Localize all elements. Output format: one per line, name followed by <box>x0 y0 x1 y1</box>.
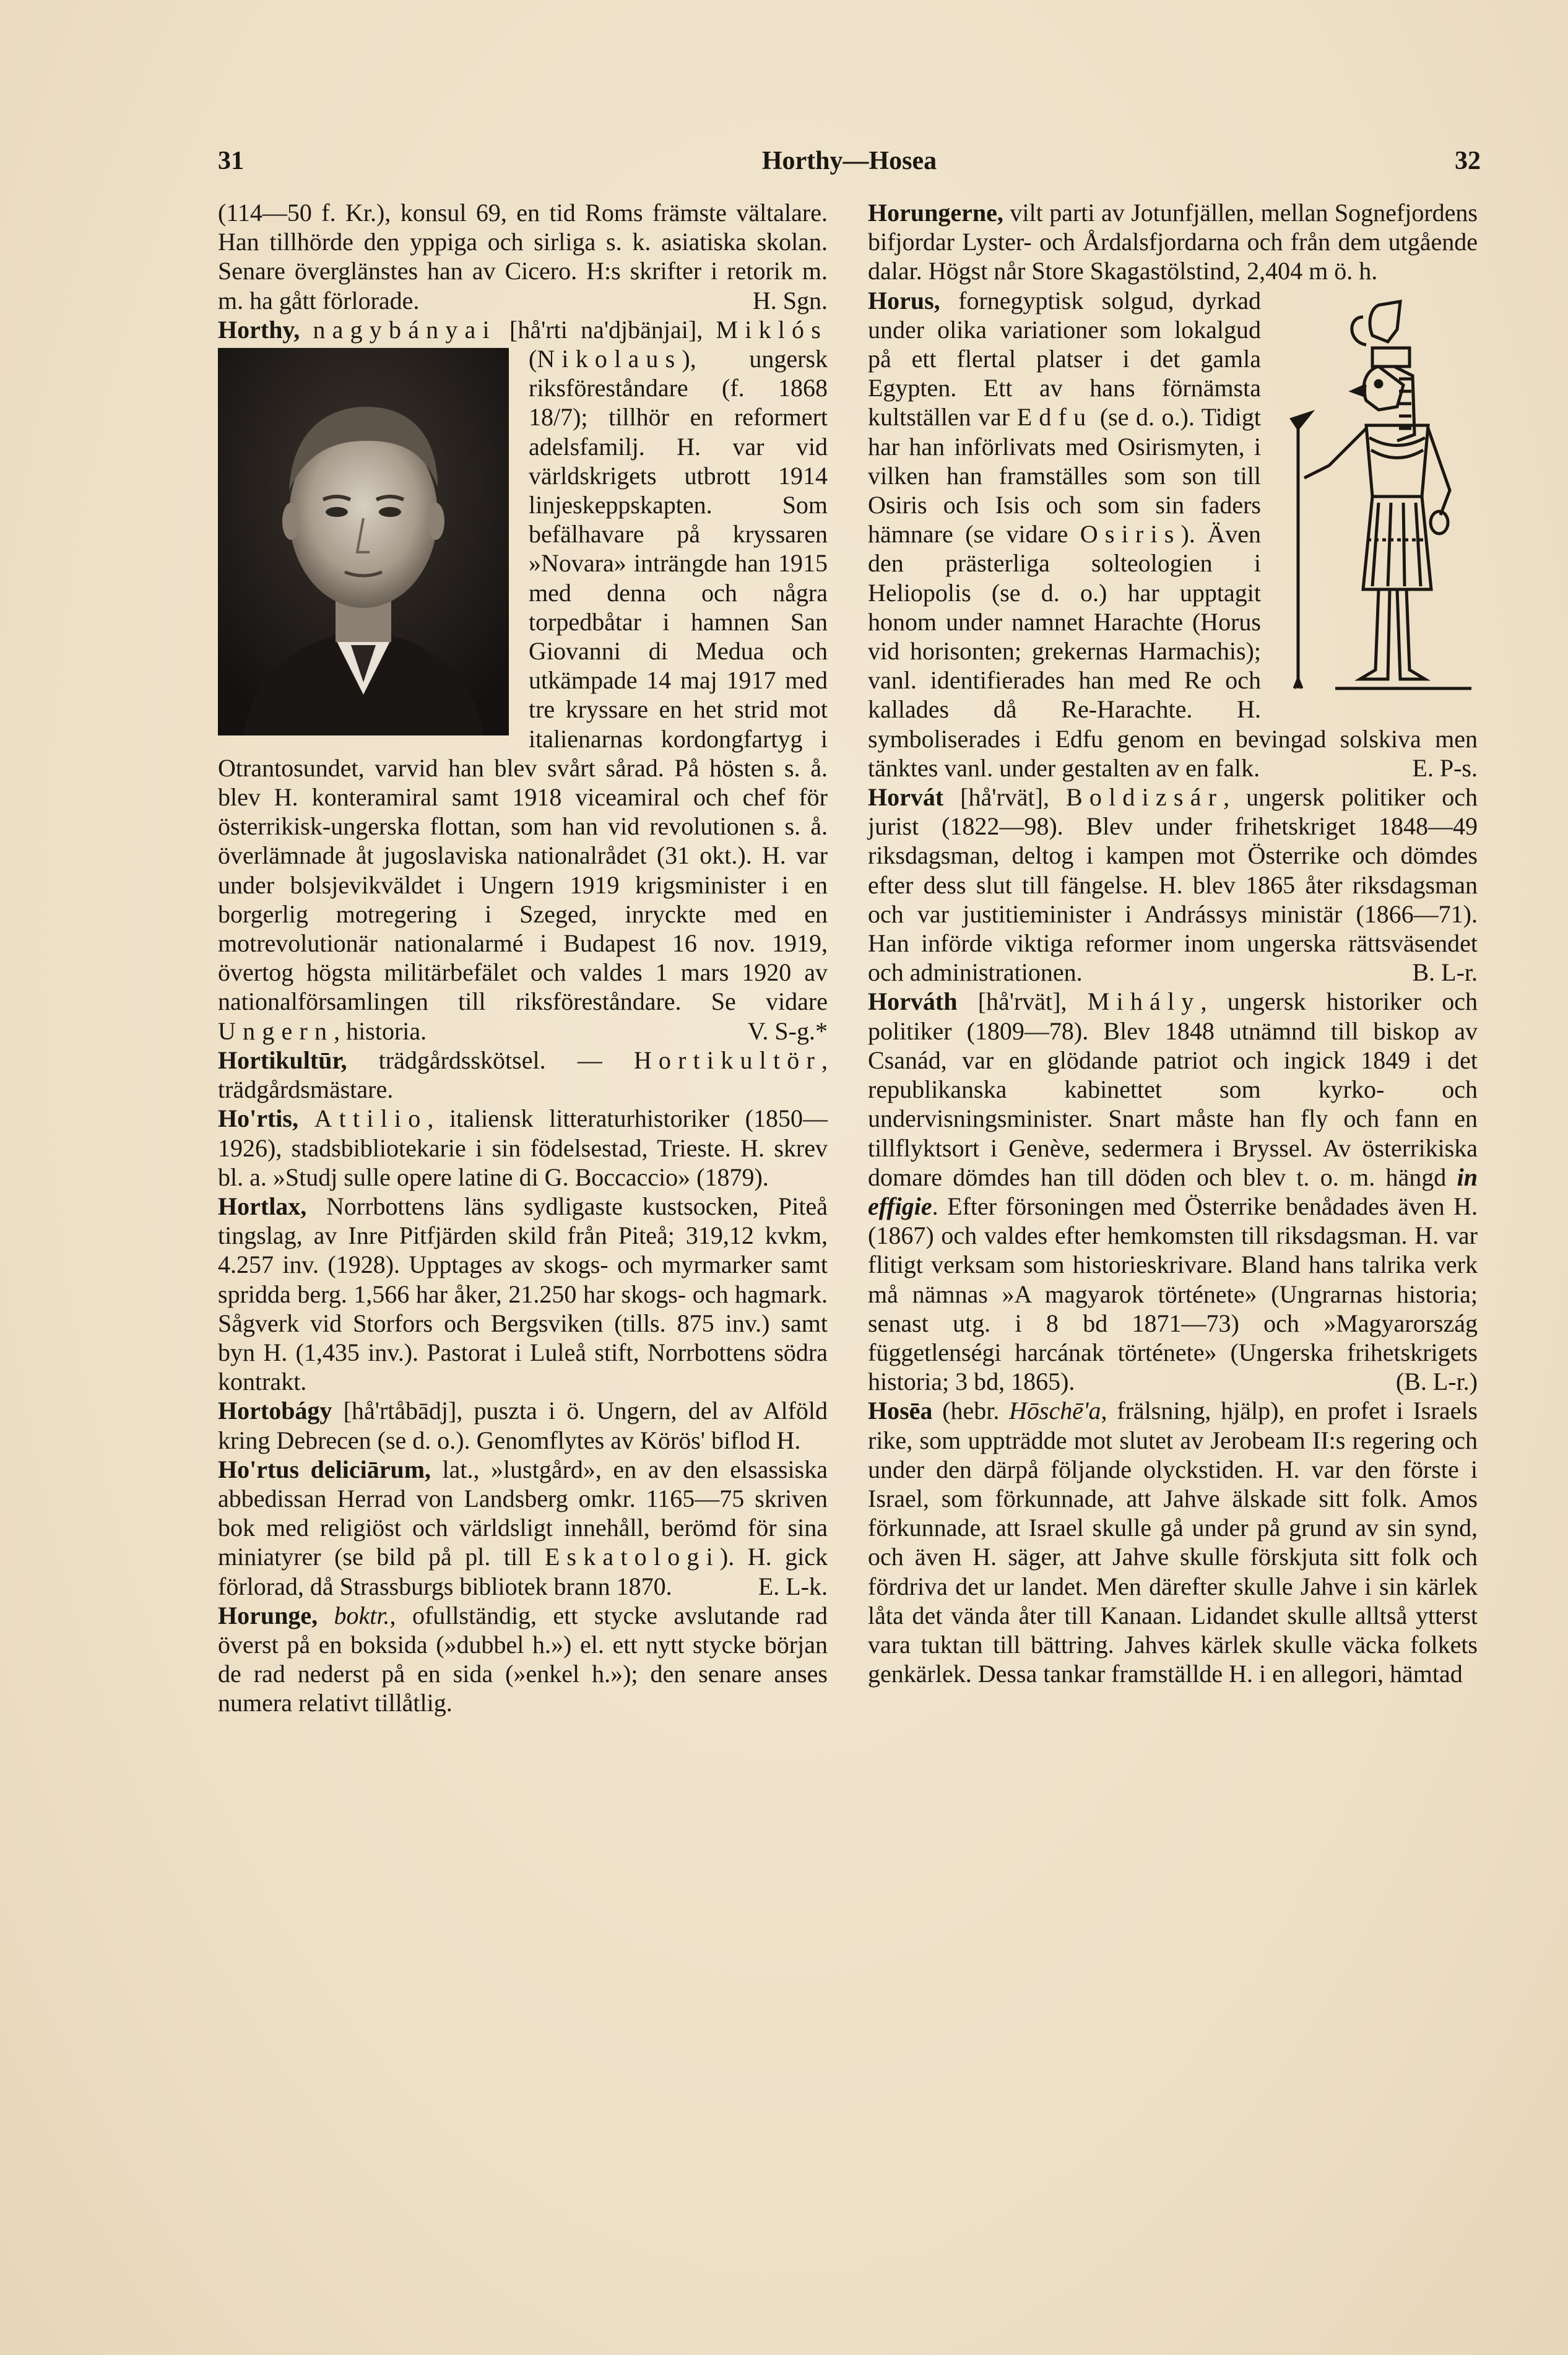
entry-horthy: Horthy, nagybányai [hå'rti na'djbänjai], Miklós (Nikolaus ), ungersk riksföreståndare (f. 1868 18/7); tillhör en reformert adelsfamilj. H. var vid världskrigets utbrott 1914 linjeskeppskapten. Som befälhavare på kryssaren »Novara» inträngde han 1915 med denna och några torpedbåtar i hamnen San Giovanni di Medua och utkämpade 14 maj 1917 med tre kryssare en het strid mot italienarnas kordongfartyg i Otrantosundet, varvid han blev svårt sårad. På hösten s. å. blev H. konteramiral samt 1918 viceamiral och chef för österrikisk-ungerska flottan, som han vid revolutionen s. å. överlämnade åt jugoslaviska nationalrådet (31 okt.). H. var under bolsjevikväldet i Ungern 1919 krigsminister i en borgerlig motregering i Szeged, inryckte med en motrevolutionär nationalarmé i Budapest 16 nov. 1919, övertog högsta militärbefälet och valdes 1 mars 1920 av nationalförsamlingen till riksföreståndare. Se vidare Ungern, historia. V. S-g.* <box>218 315 828 1045</box>
headword: Horus, <box>868 286 940 314</box>
entry-horunge: Horunge, boktr., ofullständig, ett stycke avslutande rad överst på en boksida (»dubbel h.») el. ett nytt stycke början de rad nederst på en sida (»enkel h.»); den senare anses numera relativt tillåtlig. <box>218 1601 828 1717</box>
entry-horvat: Horvát [hå'rvät], Boldizsár, ungersk politiker och jurist (1822—98). Blev under frihetskriget 1848—49 riksdagsman, deltog i kampen mot Österrike och dömdes efter dess slut till fängelse. H. blev 1865 åter riksdagsman och var justitieminister i Andrássys ministär (1866—71). Han införde viktiga reformer inom ungerska rättsväsendet och administrationen. B. L-r. <box>868 783 1478 987</box>
signature: (B. L-r.) <box>1395 1368 1478 1396</box>
headword: Horungerne, <box>868 199 1003 227</box>
entry-hortikultur: Hortikultūr, trädgårdsskötsel. — Hortikultör, trädgårdsmästare. <box>218 1046 828 1104</box>
signature: E. P-s. <box>1412 753 1478 782</box>
headword: Horvát <box>868 783 944 812</box>
headword: Horthy, <box>218 315 300 344</box>
entry-horungerne: Horungerne, vilt parti av Jotunfjällen, mellan Sognefjordens bifjordar Lyster- och Årdalsfjordarna och från dem utgående dalar. Högst når Store Skagastölstind, 2,404 m ö. h. <box>868 199 1478 285</box>
headword: Hosēa <box>868 1397 933 1425</box>
page-number-right: 32 <box>1455 147 1481 175</box>
signature: B. L-r. <box>1412 958 1478 987</box>
headword: Hortikultūr, <box>218 1046 347 1074</box>
entry-hortensius-continued: (114—50 f. Kr.), konsul 69, en tid Roms främste vältalare. Han tillhörde den yppiga och sirliga s. k. asiatiska skolan. Senare överglänstes han av Cicero. H:s skrifter i retorik m. m. ha gått förlorade. H. Sgn. <box>218 199 828 314</box>
headword: Ho'rtus deliciārum, <box>218 1455 431 1483</box>
signature: V. S-g.* <box>747 1017 828 1045</box>
horus-illustration <box>1273 292 1478 695</box>
entry-hortobagy: Hortobágy [hå'rtåbādj], puszta i ö. Ungern, del av Alföld kring Debrecen (se d. o.). Genomflytes av Körös' biflod H. <box>218 1397 828 1454</box>
left-column <box>218 198 828 1718</box>
entry-hortus-deliciarum: Ho'rtus deliciārum, lat., »lustgård», en av den elsassiska abbedissan Herrad von Landsberg omkr. 1165—75 skriven bok med religiöst och världsligt innehåll, berömd för sina miniatyrer (se bild på pl. till Eskatologi). H. gick förlorad, då Strassburgs bibliotek brann 1870. E. L-k. <box>218 1455 828 1600</box>
entry-horvath: Horváth [hå'rvät], Mihály, ungersk historiker och politiker (1809—78). Blev 1848 utnämnd till biskop av Csanád, var en glödande patriot och ingick 1849 i det republikanska kabinettet som kyrko- och undervisningsminister. Snart måste han fly och fann en tillflyktsort i Genève, sedermera i Bryssel. Av österrikiska domare dömdes han till döden och blev t. o. m. hängd in effigie. Efter försoningen med Österrike benådades även H. (1867) och valdes efter hemkomsten till riksdagsman. H. var flitigt verksam som historieskrivare. Bland hans talrika verk må nämnas »A magyarok története» (Ungrarnas historia; senast utg. i 8 bd 1871—73) och »Magyarország függetlenségi harcának története» (Ungerska frihetskrigets historia; 3 bd, 1865). (B. L-r.) <box>868 987 1478 1396</box>
entry-hortlax: Hortlax, Norrbottens läns sydligaste kustsocken, Piteå tingslag, av Inre Pitfjärden skild från Piteå; 319,12 kvkm, 4.257 inv. (1928). Upptages av skogs- och myrmarker samt spridda berg. 1,566 har åker, 21.250 har skogs- och hagmark. Sågverk vid Storfors och Bergsviken (tills. 875 inv.) samt byn H. (1,435 inv.). Pastorat i Luleå stift, Norrbottens södra kontrakt. <box>218 1192 828 1396</box>
entry-hortis: Ho'rtis, Attilio, italiensk litteraturhistoriker (1850—1926), stadsbibliotekarie i sin födelsestad, Trieste. H. skrev bl. a. »Studj sulle opere latine di G. Boccaccio» (1879). <box>218 1104 828 1191</box>
headword: Ho'rtis, <box>218 1104 298 1133</box>
entry-horus: Horus, fornegyptisk solgud, dyrkad under olika variationer som lokalgud på ett flertal platser i det gamla Egypten. Ett av hans förnämsta kultställen var Edfu (se d. o.). Tidigt har han införlivats med Osirismyten, i vilken han framställes som son till Osiris och Isis och som sin faders hämnare (se vidare Osiris). Även den prästerliga solteologien i Heliopolis (se d. o.) har upptagit honom under namnet Harachte (Horus vid horisonten; grekernas Harmachis); vanl. identifierades han med Re och kallades då Re-Harachte. H. symboliserades i Edfu genom en bevingad solskiva men tänktes vanl. under gestalten av en falk. E. P-s. <box>868 286 1478 782</box>
signature: E. L-k. <box>758 1572 828 1600</box>
page-number-left: 31 <box>218 147 244 175</box>
signature: H. Sgn. <box>752 286 828 314</box>
entry-hosea: Hosēa (hebr. Hōschē'a, frälsning, hjälp), en profet i Israels rike, som uppträdde mot slutet av Jerobeam II:s regering och under den därpå följande olyckstiden. H. var den förste i Israel, som förkunnade, att Jahve älskade sitt folk. Amos förkunnade, att Israel skulle gå under på grund av sin synd, och även H. säger, att Jahve skulle förskjuta sitt folk och fördriva det ur landet. Men därefter skulle Jahve i sin kärlek låta det vända åter till Kanaan. Lidandet skulle alltså ytterst vara tuktan till bättring. Jahves kärlek skulle väcka folkets genkärlek. Dessa tankar framställde H. i en allegori, hämtad <box>868 1397 1478 1688</box>
headword: Horunge, <box>218 1601 318 1629</box>
right-column <box>868 198 1478 1688</box>
headword: Hortlax, <box>218 1192 307 1220</box>
headword: Hortobágy <box>218 1397 332 1425</box>
page-header <box>218 137 1481 181</box>
headword: Horváth <box>868 987 958 1016</box>
horthy-portrait <box>218 348 509 735</box>
running-title: Horthy—Hosea <box>761 147 937 175</box>
